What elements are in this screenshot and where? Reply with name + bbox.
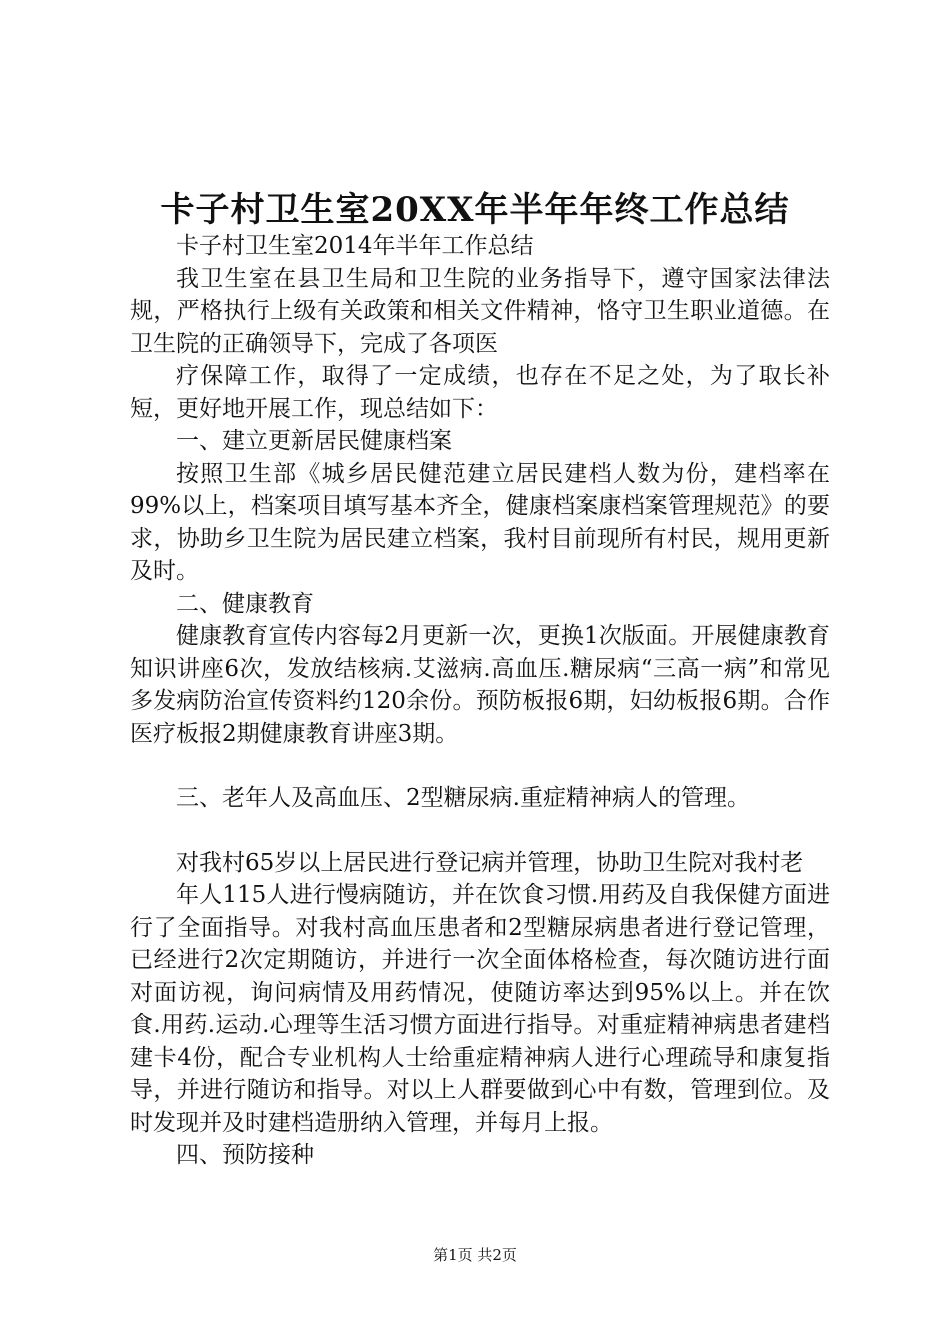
- section-heading-3: 三、老年人及高血压、2型糖尿病.重症精神病人的管理。: [176, 785, 750, 811]
- subtitle-paragraph: 卡子村卫生室2014年半年工作总结: [176, 233, 534, 259]
- page-footer: 第1页 共2页: [433, 1246, 517, 1264]
- section-3-paragraph: 对我村65岁以上居民进行登记病并管理，协助卫生院对我村老: [176, 849, 804, 876]
- section-3-paragraph-continued: 年人115人进行慢病随访，并在饮食习惯.用药及自我保健方面进行了全面指导。对我村高血压患者和2型糖尿病患者进行登记管理，已经进行2次定期随访，并进行一次全面体格检查，每次随访进行面对面访视，询问病情及用药情况，使随访率达到95%以上。并在饮食.用药.运动.心理等生活习惯方面进行指导。对重症精神病患者建档建卡4份，配合专业机构人士给重症精神病人进行心理疏导和康复指导，并进行随访和指导。对以上人群要做到心中有数，管理到位。及时发现并及时建档造册纳入管理，并每月上报。: [130, 882, 830, 1136]
- document-body: [130, 230, 830, 1172]
- section-2-paragraph: 健康教育宣传内容每2月更新一次，更换1次版面。开展健康教育知识讲座6次，发放结核病.艾滋病.高血压.糖尿病“三高一病”和常见多发病防治宣传资料约120余份。预防板报6期，妇幼板报6期。合作医疗板报2期健康教育讲座3期。: [130, 623, 830, 747]
- section-heading-1: 一、建立更新居民健康档案: [176, 428, 452, 454]
- intro-paragraph-continued: 疗保障工作，取得了一定成绩，也存在不足之处，为了取长补短，更好地开展工作，现总结如下：: [130, 363, 830, 422]
- intro-paragraph: 我卫生室在县卫生局和卫生院的业务指导下，遵守国家法律法规，严格执行上级有关政策和相关文件精神，恪守卫生职业道德。在卫生院的正确领导下，完成了各项医: [130, 265, 830, 357]
- document-title: 卡子村卫生室20XX年半年年终工作总结: [160, 190, 790, 230]
- section-heading-4: 四、预防接种: [176, 1142, 314, 1168]
- section-1-paragraph: 按照卫生部《城乡居民健范建立居民建档人数为份，建档率在99%以上，档案项目填写基本齐全，健康档案康档案管理规范》的要求，协助乡卫生院为居民建立档案，我村目前现所有村民，规用更新及时。: [130, 460, 830, 584]
- section-heading-2: 二、健康教育: [176, 590, 314, 617]
